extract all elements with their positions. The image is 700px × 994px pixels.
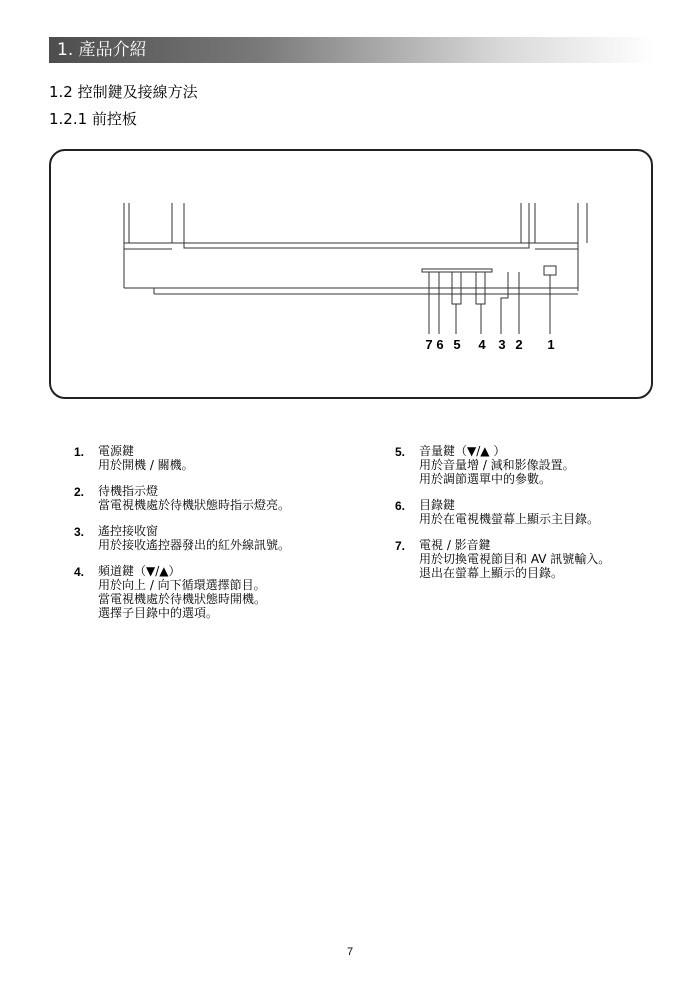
callout-6: 6: [436, 337, 444, 352]
section-title: 1.2 控制鍵及接線方法: [49, 83, 198, 101]
item-title: 遙控接收窗: [98, 524, 159, 538]
callout-1: 1: [547, 337, 555, 352]
control-list-right: [395, 444, 610, 592]
subsection-title: 1.2.1 前控板: [49, 110, 137, 128]
callout-3: 3: [498, 337, 506, 352]
list-item: [74, 444, 290, 472]
item-description: 退出在螢幕上顯示的目錄。: [419, 566, 564, 580]
item-description: 當電視機處於待機狀態時開機。: [98, 592, 267, 606]
item-description: 當電視機處於待機狀態時指示燈亮。: [98, 498, 291, 512]
tv-front-panel-illustration: [51, 151, 655, 401]
item-description: 用於切換電視節目和 AV 訊號輸入。: [419, 552, 611, 566]
front-panel-diagram: [49, 149, 653, 399]
item-number: 4.: [74, 565, 85, 579]
item-description: 用於音量增 / 減和影像設置。: [419, 458, 575, 472]
item-description: 選擇子目錄中的選項。: [98, 606, 219, 620]
list-item: [74, 524, 290, 552]
list-item: [74, 564, 290, 620]
page-number: 7: [346, 946, 354, 958]
item-title: 目錄鍵: [419, 498, 456, 512]
list-item: [395, 538, 610, 580]
item-title: 待機指示燈: [98, 484, 159, 498]
callout-7: 7: [425, 337, 433, 352]
item-number: 7.: [395, 539, 406, 553]
item-description: 用於向上 / 向下循環選擇節目。: [98, 578, 266, 592]
callout-5: 5: [453, 337, 461, 352]
item-number: 3.: [74, 525, 85, 539]
list-item: [395, 444, 610, 486]
callout-4: 4: [478, 337, 486, 352]
callout-2: 2: [515, 337, 523, 352]
list-item: [395, 498, 610, 526]
item-number: 1.: [74, 445, 85, 459]
item-title: 音量鍵（▼/▲ ）: [419, 444, 506, 458]
list-item: [74, 484, 290, 512]
item-number: 6.: [395, 499, 406, 513]
item-number: 2.: [74, 485, 85, 499]
item-description: 用於調節選單中的參數。: [419, 472, 552, 486]
item-description: 用於在電視機螢幕上顯示主目錄。: [419, 512, 600, 526]
control-list-left: [74, 444, 290, 632]
item-title: 頻道鍵（▼/▲）: [98, 564, 181, 578]
item-number: 5.: [395, 445, 406, 459]
item-description: 用於接收遙控器發出的紅外線訊號。: [98, 538, 291, 552]
item-title: 電視 / 影音鍵: [419, 538, 491, 552]
item-title: 電源鍵: [98, 444, 135, 458]
item-description: 用於開機 / 關機。: [98, 458, 194, 472]
chapter-title: 1. 產品介紹: [57, 40, 147, 60]
